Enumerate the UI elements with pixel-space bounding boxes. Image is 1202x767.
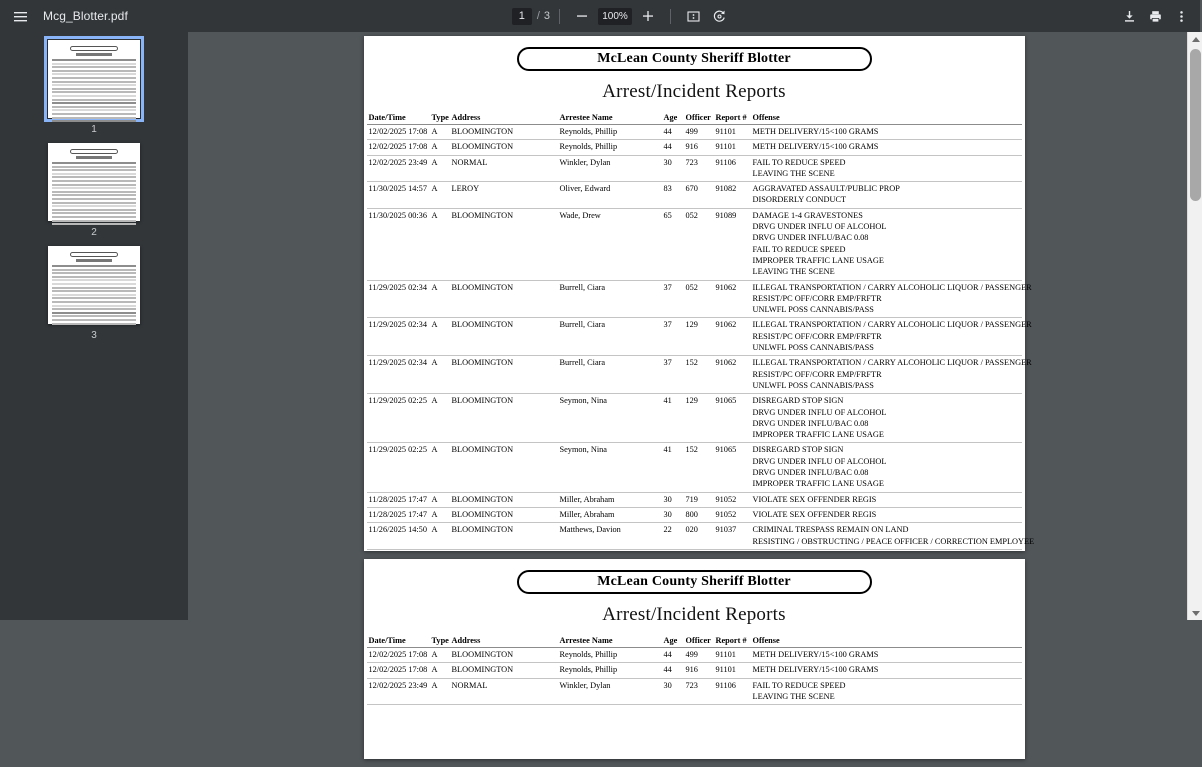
- cell-report: 91052: [714, 492, 751, 507]
- cell-datetime: 12/02/2025 17:08: [367, 648, 430, 663]
- pdf-page-2: [364, 559, 1025, 759]
- document-title: Mcg_Blotter.pdf: [43, 9, 128, 23]
- offense-line: RESIST/PC OFF/CORR EMP/FRFTR: [752, 369, 882, 379]
- cell-name: Seymon, Nina: [558, 394, 662, 443]
- table-row: [367, 155, 1022, 182]
- col-name: Arrestee Name: [558, 112, 662, 125]
- scroll-down-arrow-icon[interactable]: [1188, 606, 1202, 620]
- cell-offense: [751, 155, 1022, 182]
- table-row: [367, 182, 1022, 209]
- page-navigation: [512, 8, 550, 25]
- cell-name: Winkler, Dylan: [558, 155, 662, 182]
- scrollbar-thumb[interactable]: [1190, 49, 1201, 201]
- offense-line: DISORDERLY CONDUCT: [752, 195, 847, 205]
- cell-address: BLOOMINGTON: [450, 280, 558, 318]
- cell-name: Burrell, Ciara: [558, 356, 662, 394]
- arrest-report-table-1: [367, 112, 1035, 550]
- cell-report: 91101: [714, 140, 751, 155]
- offense-line: FAIL TO REDUCE SPEED: [752, 244, 846, 254]
- table-row: [367, 678, 1022, 705]
- table-row: [367, 507, 1022, 522]
- cell-name: Reynolds, Phillip: [558, 125, 662, 140]
- viewer-scrollbar[interactable]: [1187, 32, 1202, 620]
- cell-address: BLOOMINGTON: [450, 443, 558, 492]
- cell-offense: [751, 318, 1032, 356]
- cell-address: BLOOMINGTON: [450, 523, 558, 550]
- col-address-2: Address: [450, 635, 558, 648]
- cell-offense: [751, 648, 1022, 663]
- cell-officer: 052: [684, 280, 714, 318]
- cell-report: 91106: [714, 155, 751, 182]
- cell-offense: [751, 182, 1022, 209]
- offense-line: METH DELIVERY/15<100 GRAMS: [752, 127, 879, 136]
- cell-type: A: [430, 125, 450, 140]
- cell-datetime: 12/02/2025 17:08: [367, 125, 430, 140]
- cell-name: Burrell, Ciara: [558, 318, 662, 356]
- offense-line: DISREGARD STOP SIGN: [752, 396, 844, 406]
- thumbnail-label-3: 3: [91, 330, 97, 341]
- thumbnail-page-1[interactable]: [0, 40, 188, 135]
- cell-type: A: [430, 356, 450, 394]
- zoom-out-button[interactable]: [569, 3, 595, 29]
- cell-address: BLOOMINGTON: [450, 125, 558, 140]
- cell-age: 22: [662, 523, 684, 550]
- cell-datetime: 12/02/2025 23:49: [367, 155, 430, 182]
- table-row: [367, 394, 1022, 443]
- cell-report: 91065: [714, 443, 751, 492]
- cell-name: Wade, Drew: [558, 208, 662, 280]
- table-row: [367, 318, 1022, 356]
- cell-name: Reynolds, Phillip: [558, 648, 662, 663]
- cell-type: A: [430, 280, 450, 318]
- offense-line: METH DELIVERY/15<100 GRAMS: [752, 142, 879, 152]
- thumbnail-label-2: 2: [91, 227, 97, 238]
- table-row: [367, 356, 1022, 394]
- download-icon[interactable]: [1116, 3, 1142, 29]
- cell-age: 44: [662, 125, 684, 140]
- toolbar-left-group: [0, 3, 128, 29]
- cell-report: 91037: [714, 523, 751, 550]
- toolbar-right-group: [1116, 3, 1200, 29]
- page2-heading: Arrest/Incident Reports: [602, 604, 786, 625]
- offense-line: AGGRAVATED ASSAULT/PUBLIC PROP: [752, 184, 900, 194]
- cell-address: BLOOMINGTON: [450, 208, 558, 280]
- cell-officer: 052: [684, 208, 714, 280]
- offense-line: DISREGARD STOP SIGN: [752, 445, 844, 455]
- cell-datetime: 11/29/2025 02:34: [367, 280, 430, 318]
- thumb-rows: [52, 59, 136, 124]
- cell-datetime: 11/30/2025 14:57: [367, 182, 430, 209]
- thumbnail-image-1: [48, 40, 140, 118]
- cell-address: BLOOMINGTON: [450, 394, 558, 443]
- cell-age: 44: [662, 663, 684, 678]
- thumb-banner: [70, 46, 118, 51]
- toolbar-divider-2: [670, 9, 671, 24]
- toolbar-divider: [559, 9, 560, 24]
- cell-officer: 499: [684, 648, 714, 663]
- offense-line: VIOLATE SEX OFFENDER REGIS: [752, 494, 877, 504]
- offense-line: UNLWFL POSS CANNABIS/PASS: [752, 343, 874, 353]
- col-offense: Offense: [751, 112, 1022, 125]
- col-datetime: Date/Time: [367, 112, 430, 125]
- cell-type: A: [430, 318, 450, 356]
- offense-line: IMPROPER TRAFFIC LANE USAGE: [752, 479, 884, 489]
- cell-address: BLOOMINGTON: [450, 140, 558, 155]
- col-report: Report #: [714, 112, 751, 125]
- cell-age: 41: [662, 443, 684, 492]
- cell-datetime: 11/28/2025 17:47: [367, 507, 430, 522]
- cell-name: Winkler, Dylan: [558, 678, 662, 705]
- cell-type: A: [430, 507, 450, 522]
- cell-address: BLOOMINGTON: [450, 663, 558, 678]
- thumb-heading-2: [76, 156, 112, 159]
- cell-offense: [751, 208, 1022, 280]
- cell-address: NORMAL: [450, 678, 558, 705]
- cell-age: 83: [662, 182, 684, 209]
- page1-banner-text: McLean County Sheriff Blotter: [597, 51, 791, 66]
- cell-datetime: 12/02/2025 23:49: [367, 678, 430, 705]
- cell-address: BLOOMINGTON: [450, 648, 558, 663]
- offense-line: FAIL TO REDUCE SPEED: [752, 157, 846, 167]
- table-row: [367, 663, 1022, 678]
- cell-type: A: [430, 523, 450, 550]
- col-datetime-2: Date/Time: [367, 635, 430, 648]
- cell-offense: [751, 678, 1022, 705]
- cell-name: Matthews, Davion: [558, 523, 662, 550]
- cell-datetime: 11/28/2025 17:47: [367, 492, 430, 507]
- cell-datetime: 11/29/2025 02:25: [367, 443, 430, 492]
- arrest-report-table-2: [367, 635, 1022, 705]
- cell-report: 91101: [714, 648, 751, 663]
- col-age-2: Age: [662, 635, 684, 648]
- cell-report: 91062: [714, 280, 751, 318]
- cell-address: BLOOMINGTON: [450, 356, 558, 394]
- offense-line: RESIST/PC OFF/CORR EMP/FRFTR: [752, 293, 882, 303]
- page2-banner-text: McLean County Sheriff Blotter: [597, 574, 791, 589]
- cell-offense: [751, 507, 1022, 522]
- cell-report: 91065: [714, 394, 751, 443]
- table-body-2: [367, 648, 1022, 705]
- table-header-row: [367, 112, 1022, 125]
- cell-officer: 129: [684, 318, 714, 356]
- offense-line: IMPROPER TRAFFIC LANE USAGE: [752, 255, 884, 265]
- cell-datetime: 11/26/2025 14:50: [367, 523, 430, 550]
- col-address: Address: [450, 112, 558, 125]
- table-row: [367, 140, 1022, 155]
- offense-line: VIOLATE SEX OFFENDER REGIS: [752, 509, 877, 519]
- cell-officer: 723: [684, 678, 714, 705]
- table-row: [367, 443, 1022, 492]
- table-row: [367, 492, 1022, 507]
- page-count-label: 3: [543, 10, 551, 22]
- page1-heading: Arrest/Incident Reports: [602, 81, 786, 102]
- offense-line: DRVG UNDER INFLU OF ALCOHOL: [752, 407, 887, 417]
- offense-line: RESISTING / OBSTRUCTING / PEACE OFFICER / CORRECTION EMPLOYEE: [752, 536, 1035, 546]
- offense-line: LEAVING THE SCENE: [752, 691, 835, 701]
- cell-officer: 916: [684, 140, 714, 155]
- cell-report: 91106: [714, 678, 751, 705]
- cell-officer: 152: [684, 356, 714, 394]
- fit-to-page-icon[interactable]: [680, 3, 706, 29]
- cell-name: Reynolds, Phillip: [558, 663, 662, 678]
- offense-line: LEAVING THE SCENE: [752, 267, 835, 277]
- cell-datetime: 11/29/2025 02:25: [367, 394, 430, 443]
- cell-datetime: 11/29/2025 02:34: [367, 318, 430, 356]
- cell-age: 30: [662, 507, 684, 522]
- cell-type: A: [430, 394, 450, 443]
- cell-type: A: [430, 678, 450, 705]
- hamburger-menu-icon[interactable]: [7, 3, 33, 29]
- col-offense-2: Offense: [751, 635, 1022, 648]
- cell-offense: [751, 125, 1022, 140]
- cell-age: 30: [662, 678, 684, 705]
- page-number-input[interactable]: [512, 8, 532, 25]
- offense-line: METH DELIVERY/15<100 GRAMS: [752, 650, 879, 659]
- cell-datetime: 11/30/2025 00:36: [367, 208, 430, 280]
- thumb-banner-3: [70, 252, 118, 257]
- cell-type: A: [430, 208, 450, 280]
- cell-report: 91101: [714, 125, 751, 140]
- cell-address: BLOOMINGTON: [450, 318, 558, 356]
- table-header-row-2: [367, 635, 1022, 648]
- thumb-heading-3: [76, 259, 112, 262]
- offense-line: DRVG UNDER INFLU OF ALCOHOL: [752, 456, 887, 466]
- cell-officer: 152: [684, 443, 714, 492]
- cell-report: 91052: [714, 507, 751, 522]
- cell-officer: 719: [684, 492, 714, 507]
- cell-type: A: [430, 492, 450, 507]
- offense-line: ILLEGAL TRANSPORTATION / CARRY ALCOHOLIC LIQUOR / PASSENGER: [752, 320, 1032, 330]
- col-type-2: Type: [430, 635, 450, 648]
- cell-datetime: 11/29/2025 02:34: [367, 356, 430, 394]
- offense-line: LEAVING THE SCENE: [752, 168, 835, 178]
- cell-type: A: [430, 140, 450, 155]
- cell-address: BLOOMINGTON: [450, 492, 558, 507]
- cell-name: Oliver, Edward: [558, 182, 662, 209]
- offense-line: DAMAGE 1-4 GRAVESTONES: [752, 210, 863, 220]
- cell-type: A: [430, 443, 450, 492]
- offense-line: METH DELIVERY/15<100 GRAMS: [752, 665, 879, 675]
- pdf-viewer[interactable]: [188, 32, 1200, 701]
- cell-address: BLOOMINGTON: [450, 507, 558, 522]
- col-officer-2: Officer: [684, 635, 714, 648]
- col-age: Age: [662, 112, 684, 125]
- cell-age: 65: [662, 208, 684, 280]
- thumbnail-page-3[interactable]: [0, 246, 188, 341]
- cell-officer: 129: [684, 394, 714, 443]
- offense-line: ILLEGAL TRANSPORTATION / CARRY ALCOHOLIC LIQUOR / PASSENGER: [752, 282, 1032, 292]
- thumb-heading: [76, 53, 112, 56]
- cell-type: A: [430, 182, 450, 209]
- page1-banner: [517, 47, 872, 71]
- cell-report: 91082: [714, 182, 751, 209]
- page2-banner: [517, 570, 872, 594]
- thumb-banner-2: [70, 149, 118, 154]
- thumbnail-label-1: 1: [91, 124, 97, 135]
- cell-report: 91101: [714, 663, 751, 678]
- toolbar-center-group: [128, 3, 1116, 29]
- cell-age: 37: [662, 318, 684, 356]
- pages-container: [188, 36, 1200, 767]
- cell-offense: [751, 492, 1022, 507]
- table-row: [367, 125, 1022, 140]
- cell-name: Seymon, Nina: [558, 443, 662, 492]
- col-officer: Officer: [684, 112, 714, 125]
- cell-officer: 670: [684, 182, 714, 209]
- cell-type: A: [430, 155, 450, 182]
- cell-offense: [751, 663, 1022, 678]
- cell-age: 37: [662, 356, 684, 394]
- zoom-in-button[interactable]: [635, 3, 661, 29]
- thumb-rows-3: [52, 265, 136, 326]
- cell-age: 30: [662, 492, 684, 507]
- offense-line: FAIL TO REDUCE SPEED: [752, 680, 846, 690]
- cell-officer: 723: [684, 155, 714, 182]
- zoom-level-input[interactable]: 100%: [598, 8, 632, 25]
- offense-line: DRVG UNDER INFLU OF ALCOHOL: [752, 222, 887, 232]
- cell-offense: [751, 356, 1032, 394]
- cell-officer: 499: [684, 125, 714, 140]
- cell-age: 44: [662, 648, 684, 663]
- table-body: [367, 125, 1035, 550]
- cell-offense: [751, 140, 1022, 155]
- cell-officer: 800: [684, 507, 714, 522]
- cell-age: 37: [662, 280, 684, 318]
- page-separator: /: [536, 10, 540, 22]
- print-icon[interactable]: [1142, 3, 1168, 29]
- cell-age: 44: [662, 140, 684, 155]
- col-report-2: Report #: [714, 635, 751, 648]
- cell-officer: 916: [684, 663, 714, 678]
- cell-offense: [751, 443, 1022, 492]
- offense-line: IMPROPER TRAFFIC LANE USAGE: [752, 430, 884, 440]
- more-vertical-icon[interactable]: [1168, 3, 1194, 29]
- thumbnail-image-3: [48, 246, 140, 324]
- offense-line: CRIMINAL TRESPASS REMAIN ON LAND: [752, 525, 909, 535]
- table-row: [367, 523, 1022, 550]
- offense-line: DRVG UNDER INFLU/BAC 0.08: [752, 233, 869, 243]
- offense-line: DRVG UNDER INFLU/BAC 0.08: [752, 468, 869, 478]
- table-row: [367, 648, 1022, 663]
- cell-age: 30: [662, 155, 684, 182]
- cell-age: 41: [662, 394, 684, 443]
- cell-datetime: 12/02/2025 17:08: [367, 140, 430, 155]
- cell-offense: [751, 523, 1035, 550]
- col-name-2: Arrestee Name: [558, 635, 662, 648]
- col-type: Type: [430, 112, 450, 125]
- thumb-rows-2: [52, 162, 136, 227]
- scroll-up-arrow-icon[interactable]: [1188, 32, 1202, 46]
- cell-address: LEROY: [450, 182, 558, 209]
- pdf-page-1: [364, 36, 1035, 551]
- cell-name: Reynolds, Phillip: [558, 140, 662, 155]
- cell-offense: [751, 394, 1022, 443]
- table-row: [367, 208, 1022, 280]
- pdf-toolbar: [0, 0, 1200, 32]
- offense-line: ILLEGAL TRANSPORTATION / CARRY ALCOHOLIC LIQUOR / PASSENGER: [752, 358, 1032, 368]
- thumbnail-image-2: [48, 143, 140, 221]
- thumbnail-sidebar[interactable]: [0, 32, 188, 620]
- offense-line: UNLWFL POSS CANNABIS/PASS: [752, 380, 874, 390]
- cell-report: 91089: [714, 208, 751, 280]
- cell-name: Miller, Abraham: [558, 507, 662, 522]
- offense-line: DRVG UNDER INFLU/BAC 0.08: [752, 418, 869, 428]
- cell-address: NORMAL: [450, 155, 558, 182]
- offense-line: RESIST/PC OFF/CORR EMP/FRFTR: [752, 331, 882, 341]
- cell-report: 91062: [714, 356, 751, 394]
- cell-offense: [751, 280, 1032, 318]
- cell-name: Miller, Abraham: [558, 492, 662, 507]
- table-row: [367, 280, 1022, 318]
- cell-officer: 020: [684, 523, 714, 550]
- offense-line: UNLWFL POSS CANNABIS/PASS: [752, 305, 874, 315]
- cell-name: Burrell, Ciara: [558, 280, 662, 318]
- rotate-icon[interactable]: [706, 3, 732, 29]
- cell-report: 91062: [714, 318, 751, 356]
- cell-type: A: [430, 663, 450, 678]
- cell-datetime: 12/02/2025 17:08: [367, 663, 430, 678]
- thumbnail-page-2[interactable]: [0, 143, 188, 238]
- cell-type: A: [430, 648, 450, 663]
